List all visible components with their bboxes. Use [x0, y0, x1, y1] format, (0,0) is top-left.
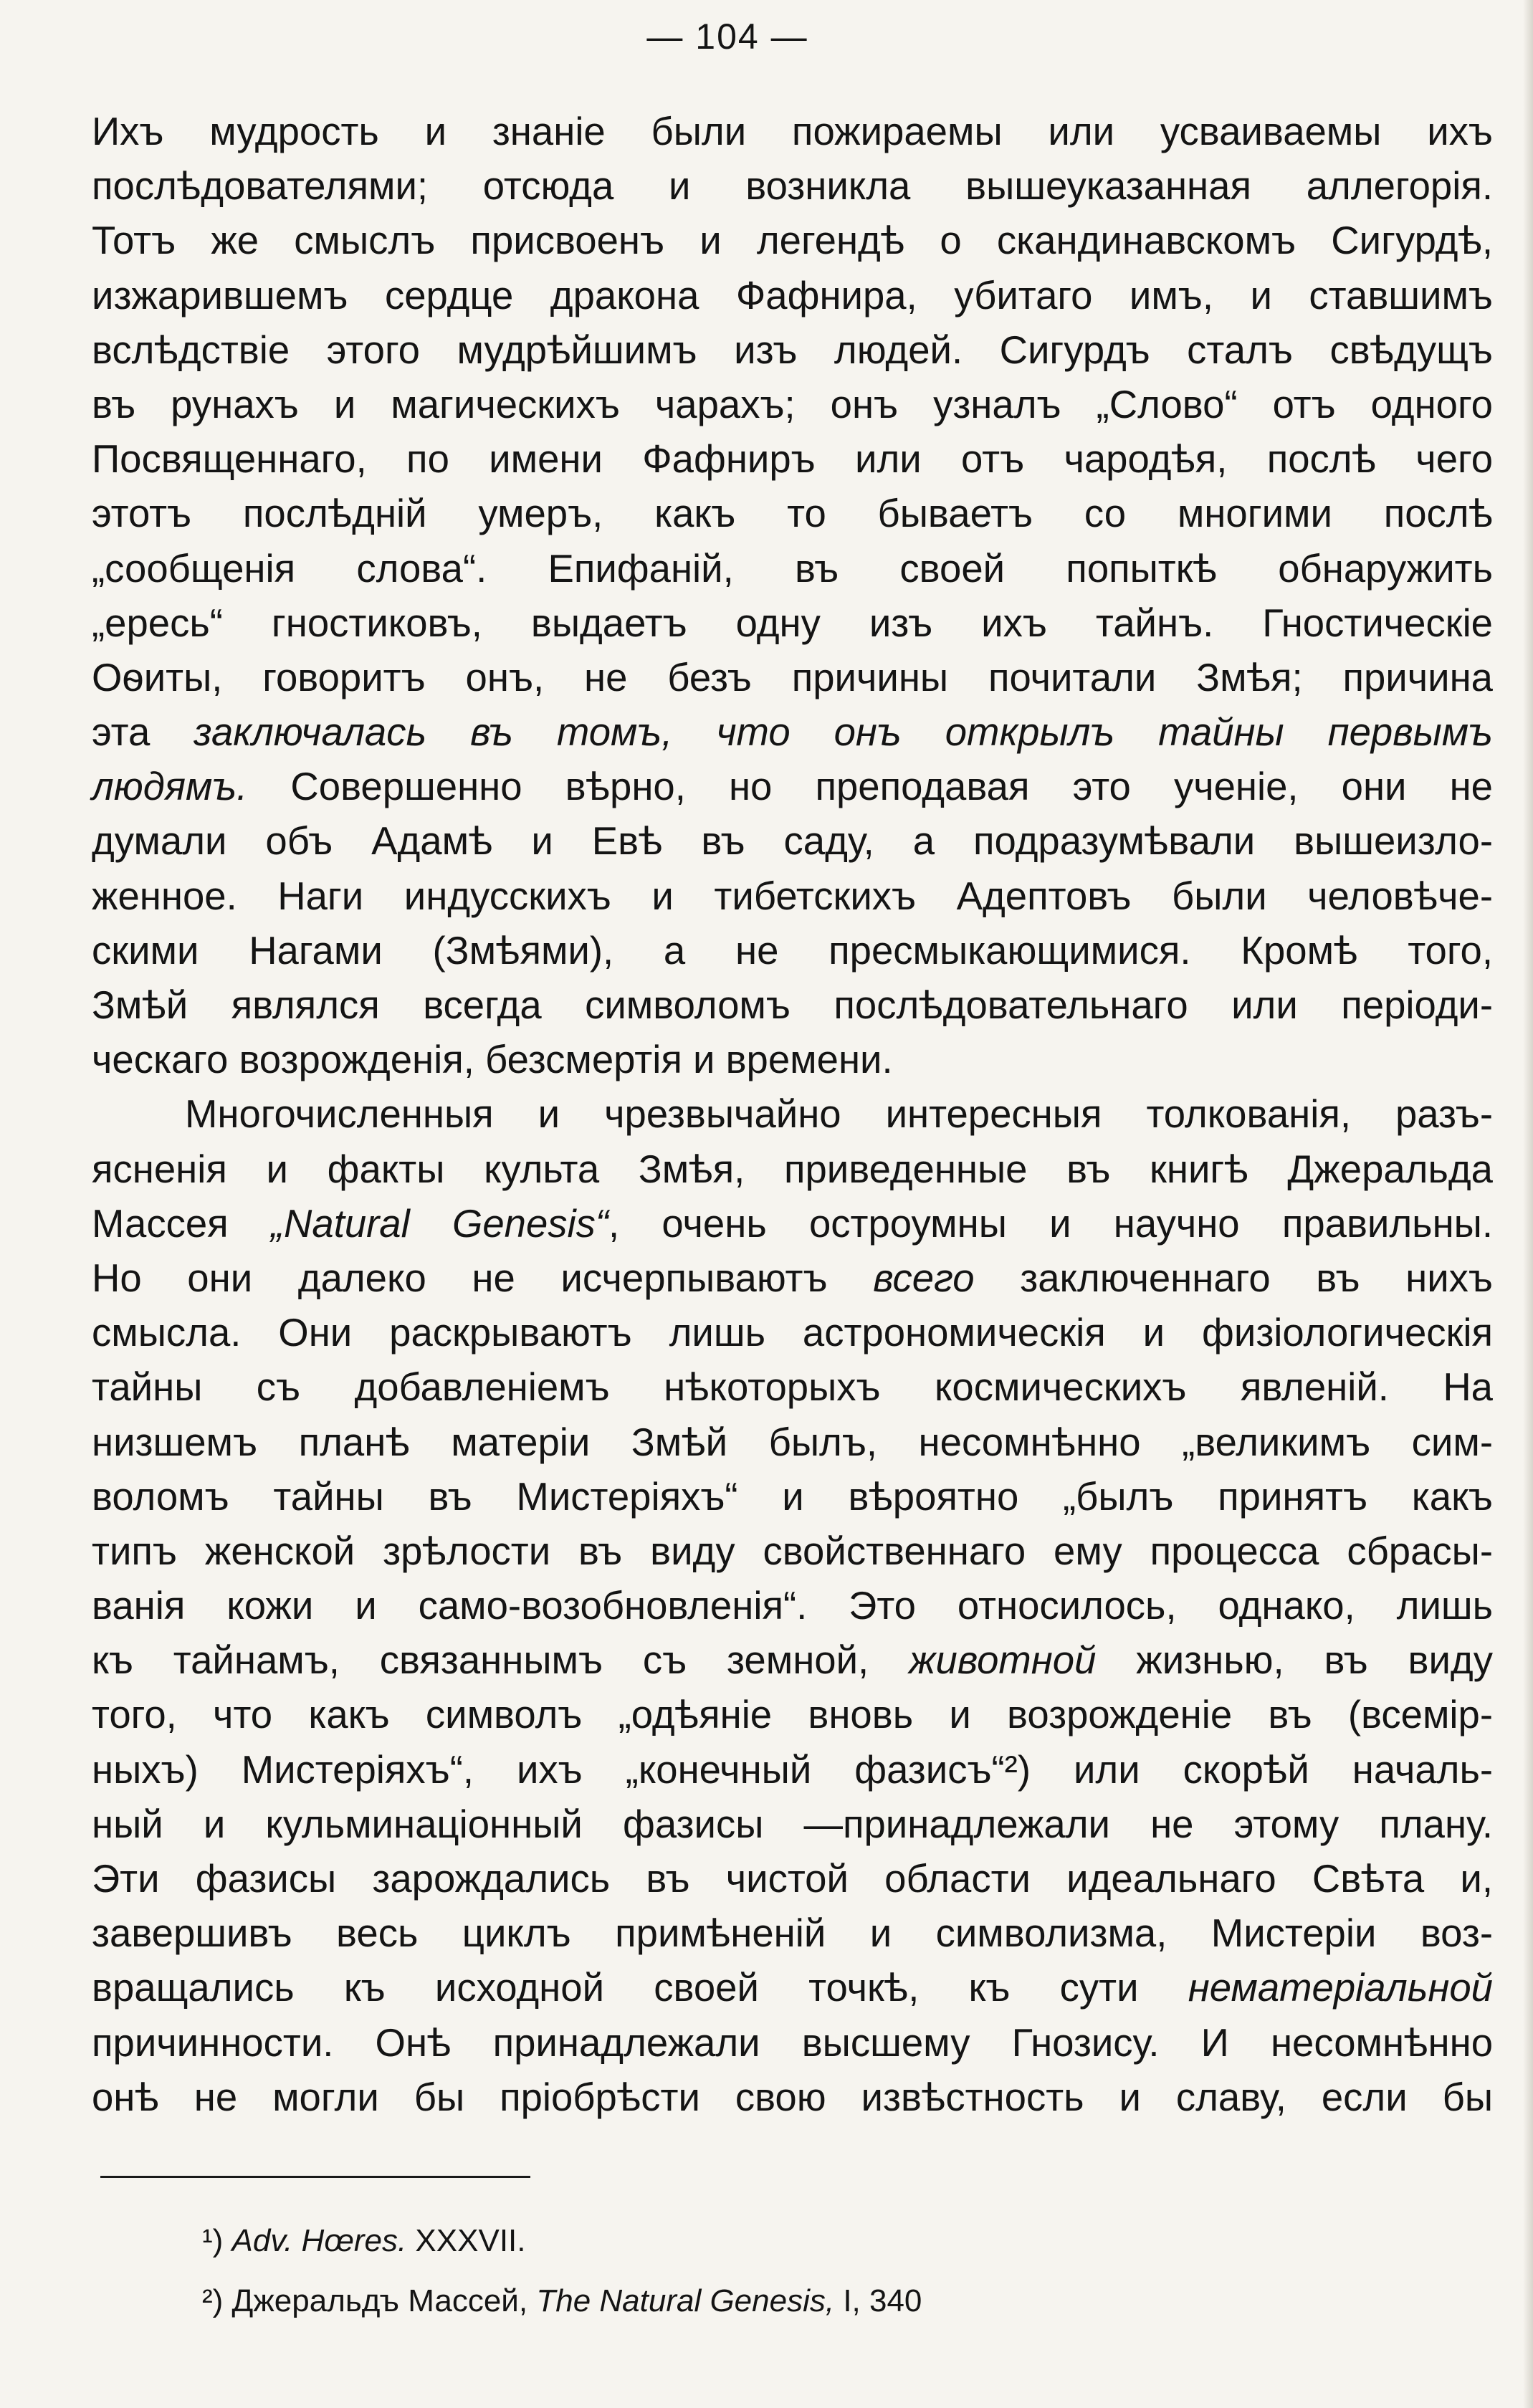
text-segment: жизнью, въ виду — [1136, 1638, 1493, 1683]
text-line: „ересь“ гностиковъ, выдаетъ одну изъ ихъ тайнъ. Гностическіе — [92, 601, 1493, 645]
footnote-title: The Natural Genesis, — [527, 2283, 835, 2318]
italic-emphasis: людямъ. — [92, 765, 248, 809]
text-line: скими Нагами (Змѣями), а не пресмыкающимися. Кромѣ того, — [92, 928, 1493, 973]
text-line: ный и кульминаціонный фазисы —принадлежали не этому плану. — [92, 1802, 1493, 1846]
text-line: того, что какъ символъ „одѣяніе вновь и возрожденіе въ (всемір- — [92, 1693, 1493, 1737]
text-segment: Но они далеко не исчерпываютъ — [92, 1256, 828, 1300]
text-line: воломъ тайны въ Мистеріяхъ“ и вѣроятно „былъ принятъ какъ — [92, 1474, 1493, 1519]
footnote-1 — [202, 2211, 922, 2271]
text-line: ванія кожи и само-возобновленія“. Это относилось, однако, лишь — [92, 1584, 1493, 1628]
main-text — [92, 105, 1493, 2125]
italic-emphasis: нематеріальной — [1188, 1966, 1493, 2010]
text-segment: Совершенно вѣрно, но преподавая это ученіе, они не — [290, 765, 1493, 809]
text-line: думали объ Адамѣ и Евѣ въ саду, а подразумѣвали вышеизло- — [92, 819, 1493, 864]
footnote-reference: I, 340 — [834, 2283, 922, 2318]
text-line: женное. Наги индусскихъ и тибетскихъ Адептовъ были человѣче- — [92, 874, 1493, 918]
text-line: въ рунахъ и магическихъ чарахъ; онъ узналъ „Слово“ отъ одного — [92, 382, 1493, 426]
text-line — [92, 1633, 1493, 1688]
text-line: ныхъ) Мистеріяхъ“, ихъ „конечный фазисъ“²) или скорѣй началь- — [92, 1747, 1493, 1792]
italic-emphasis: заключалась въ томъ, что онъ открылъ тайны первымъ — [194, 710, 1493, 755]
text-line — [92, 705, 1493, 760]
text-segment: къ тайнамъ, связаннымъ съ земной, — [92, 1638, 869, 1683]
text-line: причинности. Онѣ принадлежали высшему Гнозису. И несомнѣнно — [92, 2020, 1493, 2065]
text-line: завершивъ весь циклъ примѣненій и символизма, Мистеріи воз- — [92, 1911, 1493, 1956]
text-line: Ихъ мудрость и знаніе были пожираемы или усваиваемы ихъ — [92, 110, 1493, 153]
text-segment: Массея — [92, 1201, 229, 1246]
text-line: Тотъ же смыслъ присвоенъ и легендѣ о скандинавскомъ Сигурдѣ, — [92, 219, 1493, 263]
text-segment: эта — [92, 710, 151, 755]
footnote-author: Джеральдъ Массей, — [231, 2283, 528, 2318]
text-line — [92, 760, 1493, 814]
text-line: вслѣдствіе этого мудрѣйшимъ изъ людей. Сигурдъ сталъ свѣдущъ — [92, 328, 1493, 372]
footnote-2 — [202, 2271, 922, 2331]
text-line: типъ женской зрѣлости въ виду свойственнаго ему процесса сбрасы- — [92, 1529, 1493, 1573]
text-line — [92, 1197, 1493, 1251]
text-line: этотъ послѣдній умеръ, какъ то бываетъ со многими послѣ — [92, 492, 1493, 536]
footnotes — [202, 2211, 922, 2331]
footnote-source: Adv. Hœres. — [231, 2223, 407, 2258]
text-line: Многочисленныя и чрезвычайно интересныя толкованія, разъ- — [185, 1092, 1493, 1137]
text-line: ясненія и факты культа Змѣя, приведенные въ книгѣ Джеральда — [92, 1147, 1493, 1191]
text-line: низшемъ планѣ матеріи Змѣй былъ, несомнѣнно „великимъ сим- — [92, 1420, 1493, 1464]
text-line: смысла. Они раскрываютъ лишь астрономическія и физіологическія — [92, 1311, 1493, 1355]
footnote-divider — [100, 2176, 530, 2178]
footnote-mark: ²) — [202, 2283, 224, 2318]
footnote-reference: XXXVII. — [406, 2223, 526, 2258]
text-segment: вращались къ исходной своей точкѣ, къ сути — [92, 1966, 1139, 2010]
text-line: Оѳиты, говоритъ онъ, не безъ причины почитали Змѣя; причина — [92, 655, 1493, 699]
scan-edge — [1523, 0, 1533, 2408]
text-line: Посвященнаго, по имени Фафниръ или отъ чародѣя, послѣ чего — [92, 437, 1493, 482]
italic-emphasis: всего — [873, 1256, 975, 1300]
italic-title: „Natural Genesis“ — [270, 1201, 609, 1246]
text-line: Эти фазисы зарождались въ чистой области идеальнаго Свѣта и, — [92, 1857, 1493, 1901]
page-number: — 104 — — [646, 16, 808, 57]
footnote-mark: ¹) — [202, 2223, 224, 2258]
text-line — [92, 1961, 1493, 2015]
text-line: Змѣй являлся всегда символомъ послѣдовательнаго или періоди- — [92, 983, 1493, 1027]
text-segment: заключеннаго въ нихъ — [1020, 1256, 1493, 1300]
text-line: изжарившемъ сердце дракона Фафнира, убитаго имъ, и ставшимъ — [92, 273, 1493, 317]
text-line: „сообщенія слова“. Епифаній, въ своей попыткѣ обнаружить — [92, 546, 1493, 591]
text-line: послѣдователями; отсюда и возникла вышеуказанная аллегорія. — [92, 164, 1493, 209]
text-segment: , очень остроумны и научно правильны. — [608, 1201, 1493, 1246]
text-line: онѣ не могли бы пріобрѣсти свою извѣстность и славу, если бы — [92, 2075, 1493, 2119]
italic-emphasis: животной — [909, 1638, 1097, 1683]
text-line — [92, 1251, 1493, 1306]
text-line: ческаго возрожденія, безсмертія и времени. — [92, 1038, 893, 1082]
text-line: тайны съ добавленіемъ нѣкоторыхъ космическихъ явленій. На — [92, 1365, 1493, 1410]
